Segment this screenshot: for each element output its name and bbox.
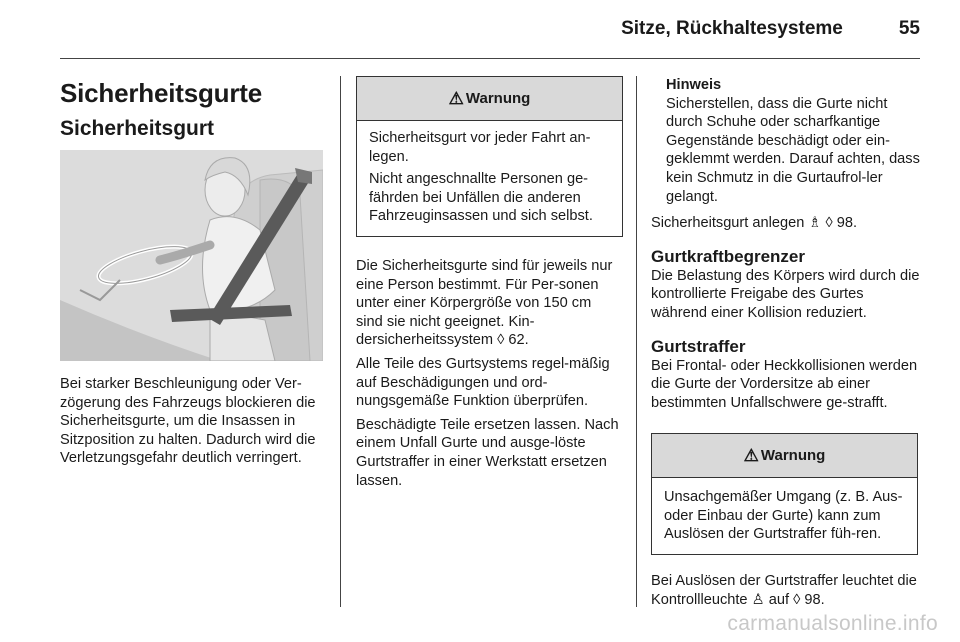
column1-text [60,375,325,468]
limiter-text: Die Belastung des Körpers wird durch die kontrollierte Freigabe des Gurtes während einer Kollision reduziert. [651,267,920,321]
warning-header [652,434,917,478]
limiter-title: Gurtkraftbegrenzer [651,246,805,266]
belt-reference: Sicherheitsgurt anlegen ♗ ◊ 98. [651,215,858,232]
tensioner-text: Bei Frontal- oder Heckkollisionen werden die Gurte der Vordersitze ab einer bestimmten Unfallschwere ge-strafft. [651,357,918,411]
page-number: 55 [898,18,920,39]
warning-paragraph: Sicherheitsgurt vor jeder Fahrt an-legen. [369,130,591,165]
seatbelt-illustration [60,150,323,361]
column-divider-1 [340,76,341,607]
paragraph: Alle Teile des Gurtsystems regel-mäßig auf Beschädigungen und ord-nungsgemäße Funktion überprüfen. [356,355,610,410]
section-title: Sicherheitsgurte [60,78,262,108]
header-rule [60,58,920,59]
warning-body [652,478,917,554]
column3 [651,76,923,412]
warning-icon: ⚠ [448,88,464,108]
warning-label: Warnung [465,90,531,107]
warning-body [357,121,622,236]
tensioner-title: Gurtstraffer [651,336,746,356]
final-text: Bei Auslösen der Gurtstraffer leuchtet die Kontrollleuchte ♙ auf ◊ 98. [651,573,917,608]
paragraph: Beschädigte Teile ersetzen lassen. Nach einem Unfall Gurte und ausge-löste Gurtstraffer in einer Werkstatt ersetzen lassen. [356,416,619,489]
paragraph: Die Sicherheitsgurte sind für jeweils nur eine Person bestimmt. Für Per-sonen unter einer Körpergröße von 150 cm sind sie nicht geeignet. Kin-dersicherheitssystem ◊ 62. [356,258,613,349]
column-divider-2 [636,76,637,607]
final-text-block [651,572,923,609]
paragraph: Bei starker Beschleunigung oder Ver-zögerung des Fahrzeugs blockieren die Sicherheitsgurte, um die Insassen in Sitzposition zu halten. Dadurch wird die Verletzungsgefahr deutlich verringert. [60,376,316,467]
warning-box-1 [356,76,623,237]
page-header [621,18,920,40]
warning-icon: ⚠ [743,445,759,465]
column2-text [356,257,621,490]
warning-box-2 [651,433,918,555]
warning-paragraph: Nicht angeschnallte Personen ge-fährden bei Unfällen die anderen Fahrzeuginsassen und sich selbst. [369,171,593,225]
warning-paragraph: Unsachgemäßer Umgang (z. B. Aus- oder Einbau der Gurte) kann zum Auslösen der Gurtstraffer füh-ren. [664,489,903,543]
section-subtitle: Sicherheitsgurt [60,117,215,140]
note-text: Sicherstellen, dass die Gurte nicht durch Schuhe oder scharfkantige Gegenstände beschädigt oder ein-geklemmt werden. Darauf achten, dass kein Schmutz in die Gurtaufrol-ler gelangt. [666,95,920,205]
header-section: Sitze, Rückhaltesysteme [621,18,843,39]
watermark: carmanualsonline.info [727,612,938,635]
warning-label: Warnung [760,447,826,464]
note-block [651,76,923,206]
warning-header [357,77,622,121]
note-title: Hinweis [666,77,722,93]
